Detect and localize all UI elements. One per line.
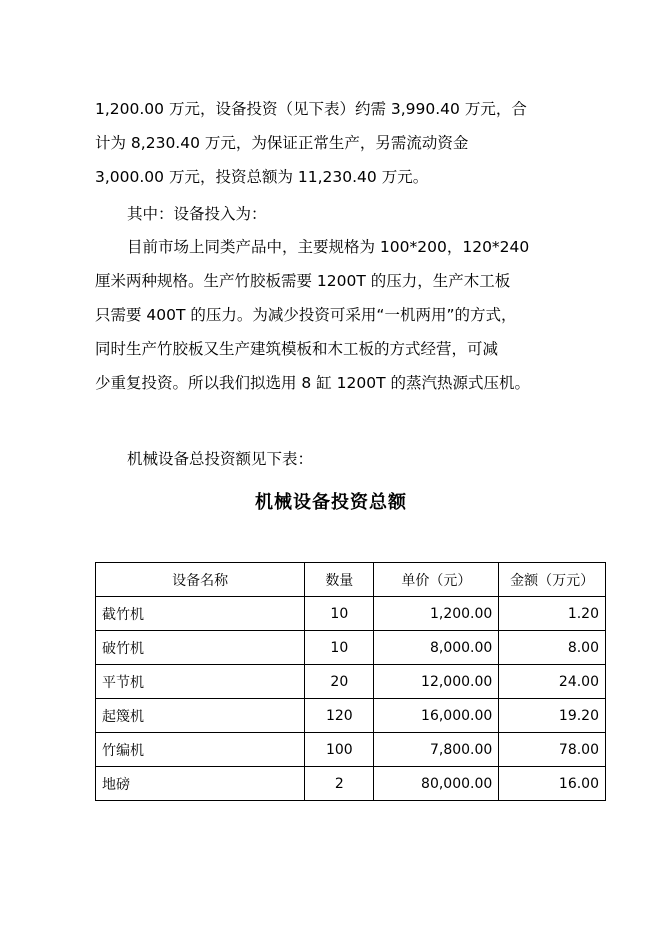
text-line: 厘米两种规格。生产竹胶板需要 1200T 的压力，生产木工板 bbox=[95, 272, 511, 290]
text-line: 同时生产竹胶板又生产建筑模板和木工板的方式经营，可减 bbox=[95, 340, 499, 358]
header-quantity: 数量 bbox=[305, 563, 374, 597]
cell-quantity: 100 bbox=[305, 733, 374, 767]
header-unit-price: 单价（元） bbox=[374, 563, 499, 597]
cell-unit-price: 16,000.00 bbox=[374, 699, 499, 733]
paragraph-table-intro bbox=[95, 442, 627, 476]
cell-unit-price: 7,800.00 bbox=[374, 733, 499, 767]
paragraph-specifications bbox=[95, 230, 595, 400]
cell-equipment-name: 竹编机 bbox=[96, 733, 305, 767]
header-equipment-name: 设备名称 bbox=[96, 563, 305, 597]
text-line: 其中：设备投入为： bbox=[127, 205, 267, 223]
text-line: 目前市场上同类产品中，主要规格为 100*200，120*240 bbox=[127, 238, 530, 256]
table-row bbox=[96, 597, 606, 631]
cell-amount: 1.20 bbox=[499, 597, 606, 631]
cell-amount: 24.00 bbox=[499, 665, 606, 699]
table-header-row bbox=[96, 563, 606, 597]
table-row bbox=[96, 631, 606, 665]
cell-equipment-name: 破竹机 bbox=[96, 631, 305, 665]
cell-quantity: 20 bbox=[305, 665, 374, 699]
cell-amount: 8.00 bbox=[499, 631, 606, 665]
text-line: 少重复投资。所以我们拟选用 8 缸 1200T 的蒸汽热源式压机。 bbox=[95, 374, 530, 392]
cell-quantity: 2 bbox=[305, 767, 374, 801]
equipment-investment-table bbox=[95, 562, 606, 801]
table-title: 机械设备投资总额 bbox=[255, 492, 407, 513]
paragraph-investment-summary bbox=[95, 92, 595, 194]
cell-equipment-name: 地磅 bbox=[96, 767, 305, 801]
cell-unit-price: 80,000.00 bbox=[374, 767, 499, 801]
cell-unit-price: 12,000.00 bbox=[374, 665, 499, 699]
cell-equipment-name: 平节机 bbox=[96, 665, 305, 699]
cell-amount: 78.00 bbox=[499, 733, 606, 767]
text-line: 机械设备总投资额见下表： bbox=[127, 450, 314, 468]
cell-unit-price: 1,200.00 bbox=[374, 597, 499, 631]
text-line: 计为 8,230.40 万元，为保证正常生产，另需流动资金 bbox=[95, 134, 469, 152]
text-line: 只需要 400T 的压力。为减少投资可采用“一机两用”的方式， bbox=[95, 306, 517, 324]
table-row bbox=[96, 767, 606, 801]
header-amount: 金额（万元） bbox=[499, 563, 606, 597]
cell-equipment-name: 截竹机 bbox=[96, 597, 305, 631]
paragraph-equipment-intro bbox=[95, 197, 627, 231]
cell-equipment-name: 起篾机 bbox=[96, 699, 305, 733]
text-line: 1,200.00 万元，设备投资（见下表）约需 3,990.40 万元，合 bbox=[95, 100, 527, 118]
table-row bbox=[96, 699, 606, 733]
cell-quantity: 10 bbox=[305, 631, 374, 665]
cell-amount: 16.00 bbox=[499, 767, 606, 801]
cell-unit-price: 8,000.00 bbox=[374, 631, 499, 665]
text-line: 3,000.00 万元，投资总额为 11,230.40 万元。 bbox=[95, 168, 429, 186]
table-row bbox=[96, 665, 606, 699]
cell-quantity: 120 bbox=[305, 699, 374, 733]
table-row bbox=[96, 733, 606, 767]
cell-amount: 19.20 bbox=[499, 699, 606, 733]
cell-quantity: 10 bbox=[305, 597, 374, 631]
